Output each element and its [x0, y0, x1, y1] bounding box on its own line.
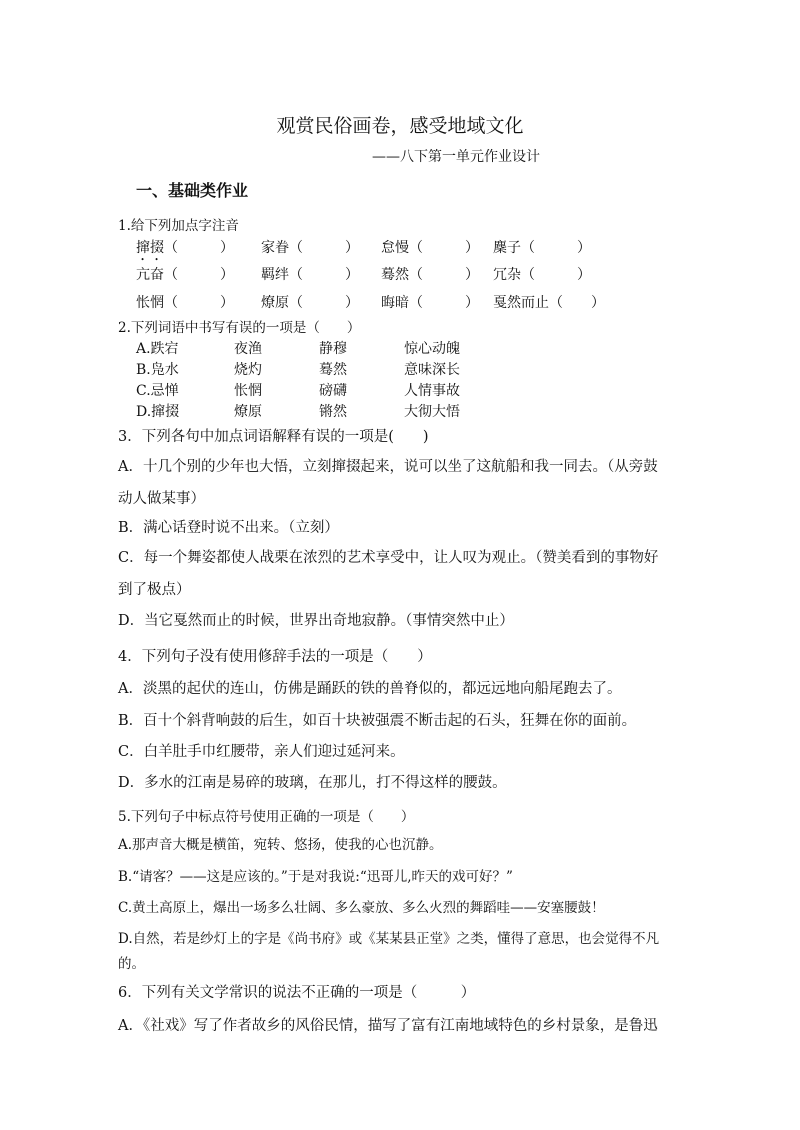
- q1-item: 亢奋（ ）: [136, 267, 234, 283]
- q5-option-c: C.黄土高原上，爆出一场多么壮阔、多么豪放、多么火烈的舞蹈哇——安塞腰鼓！: [118, 900, 605, 916]
- q1-item: 晦暗（ ）: [381, 295, 479, 311]
- q2-word: 烧灼: [234, 362, 262, 378]
- q3-option-c: C．每一个舞姿都使人战栗在浓烈的艺术享受中，让人叹为观止。（赞美看到的事物好: [118, 550, 659, 566]
- q5-option-b: B.“请客？——这是应该的。”于是对我说:“迅哥儿,昨天的戏可好？”: [118, 869, 513, 885]
- q1-stem: 1.给下列加点字注音: [118, 218, 239, 234]
- q2-word: 蓦然: [319, 362, 347, 378]
- q2-word: D.撺掇: [136, 404, 180, 420]
- q2-word: 静穆: [319, 341, 347, 357]
- q5-option-d-cont: 的。: [118, 956, 145, 972]
- q2-word: 人情事故: [404, 383, 460, 399]
- q2-word: 怅惘: [234, 383, 262, 399]
- document-subtitle: ——八下第一单元作业设计: [372, 149, 540, 165]
- q2-word: 锵然: [319, 404, 347, 420]
- section-heading: 一、基础类作业: [136, 181, 249, 200]
- q2-word: A.跌宕: [136, 341, 179, 357]
- q4-option-a: A．淡黑的起伏的连山，仿佛是踊跃的铁的兽脊似的，都远远地向船尾跑去了。: [118, 681, 622, 697]
- q2-word: 夜渔: [234, 341, 262, 357]
- q5-option-d: D.自然，若是纱灯上的字是《尚书府》或《某某县正堂》之类，懂得了意思，也会觉得不凡: [118, 931, 660, 947]
- q2-word: B.凫水: [136, 362, 179, 378]
- q3-option-c-cont: 到了极点）: [118, 582, 191, 598]
- q2-word: C.忌惮: [136, 383, 179, 399]
- document-title: 观赏民俗画卷，感受地域文化: [276, 115, 524, 137]
- q1-item: 麇子（ ）: [493, 240, 591, 256]
- q1-item: 燎原（ ）: [261, 295, 359, 311]
- q4-option-b: B．百十个斜背响鼓的后生，如百十块被强震不断击起的石头，狂舞在你的面前。: [118, 713, 637, 729]
- q6-option-a: A．《社戏》写了作者故乡的风俗民情，描写了富有江南地域特色的乡村景象，是鲁迅: [118, 1018, 658, 1034]
- q4-option-c: C．白羊肚手巾红腰带，亲人们迎过延河来。: [118, 744, 405, 760]
- q1-item: 羁绊（ ）: [261, 267, 359, 283]
- q4-option-d: D．多水的江南是易碎的玻璃，在那儿，打不得这样的腰鼓。: [118, 775, 507, 791]
- q2-word: 磅礴: [319, 383, 347, 399]
- q6-stem: 6．下列有关文学常识的说法不正确的一项是（ ）: [118, 985, 476, 1001]
- q5-option-a: A.那声音大概是横笛，宛转、悠扬，使我的心也沉静。: [118, 837, 443, 853]
- q1-item: 家眷（ ）: [261, 240, 359, 256]
- q5-stem: 5.下列句子中标点符号使用正确的一项是（ ）: [118, 809, 415, 825]
- q2-word: 惊心动魄: [404, 341, 460, 357]
- q3-stem: 3．下列各句中加点词语解释有误的一项是( ): [118, 429, 429, 445]
- q1-item: 怠慢（ ）: [381, 240, 479, 256]
- q2-stem: 2.下列词语中书写有误的一项是（ ）: [118, 320, 361, 336]
- q1-item: 戛然而止（ ）: [493, 295, 605, 311]
- q2-word: 燎原: [234, 404, 262, 420]
- q1-item: 怅惘（ ）: [136, 295, 234, 311]
- q4-stem: 4．下列句子没有使用修辞手法的一项是（ ）: [118, 649, 432, 665]
- q3-option-a: A．十几个别的少年也大悟，立刻撺掇起来，说可以坐了这航船和我一同去。（从旁鼓: [118, 459, 658, 475]
- q1-item: 撺掇（ ）: [136, 240, 234, 256]
- q2-word: 大彻大悟: [404, 404, 460, 420]
- q3-option-b: B．满心话登时说不出来。（立刻）: [118, 520, 339, 536]
- q3-option-d: D．当它戛然而止的时候，世界出奇地寂静。（事情突然中止）: [118, 613, 514, 629]
- q3-option-a-cont: 动人做某事）: [118, 491, 205, 507]
- q1-item: 蓦然（ ）: [381, 267, 479, 283]
- q2-word: 意味深长: [404, 362, 460, 378]
- q1-item: 冗杂（ ）: [493, 267, 591, 283]
